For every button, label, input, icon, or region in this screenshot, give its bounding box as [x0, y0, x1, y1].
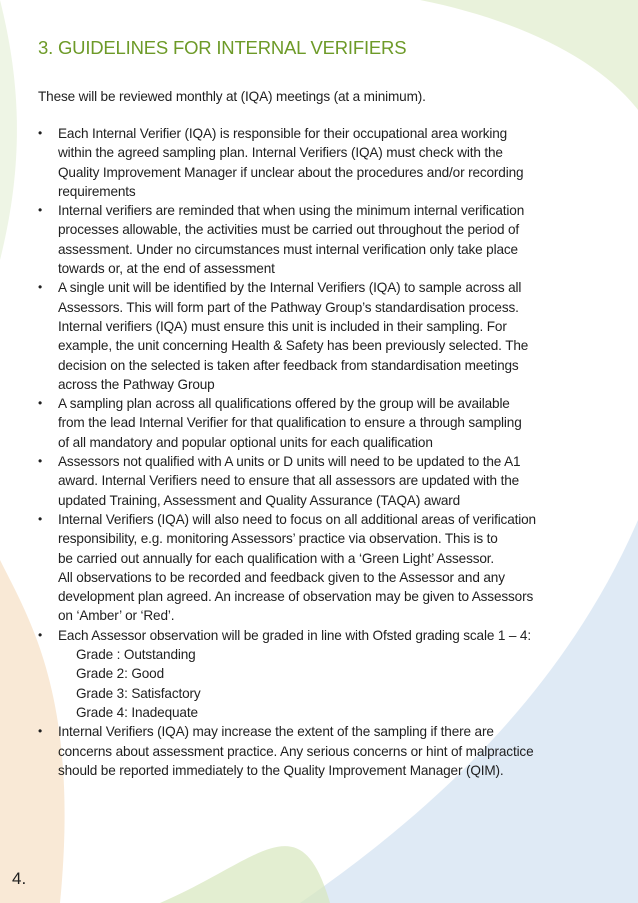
bullet-marker: •: [38, 203, 43, 218]
guideline-text-line: processes allowable, the activities must be carried out throughout the period of: [58, 222, 520, 238]
grade-item: Grade 2: Good: [76, 666, 164, 682]
guideline-item: [38, 201, 618, 278]
guideline-text-line: A single unit will be identified by the Internal Verifiers (IQA) to sample across all: [58, 280, 522, 296]
bullet-marker: •: [38, 280, 43, 295]
guideline-text-line: example, the unit concerning Health & Safety has been previously selected. The: [58, 338, 529, 354]
guideline-item: [38, 722, 618, 780]
guideline-text-line: Assessors not qualified with A units or D units will need to be updated to the A1: [58, 454, 521, 470]
guideline-text-line: Internal Verifiers (IQA) may increase the extent of the sampling if there are: [58, 724, 494, 740]
guideline-text-line: on ‘Amber’ or ‘Red’.: [58, 608, 175, 624]
guideline-text-line: Internal verifiers (IQA) must ensure this unit is included in their sampling. For: [58, 318, 507, 334]
guideline-text-line: assessment. Under no circumstances must internal verification only take place: [58, 241, 518, 257]
grade-item: Grade : Outstanding: [76, 647, 196, 663]
guideline-text-line: of all mandatory and popular optional units for each qualification: [58, 434, 433, 450]
bullet-marker: •: [38, 511, 43, 526]
guideline-text-line: Internal Verifiers (IQA) will also need to focus on all additional areas of verification: [58, 511, 536, 527]
guideline-text-line: Each Assessor observation will be graded in line with Ofsted grading scale 1 – 4:: [58, 627, 531, 643]
guideline-text-line: development plan agreed. An increase of observation may be given to Assessors: [58, 589, 534, 605]
guideline-text-line: be carried out annually for each qualification with a ‘Green Light’ Assessor.: [58, 550, 495, 566]
guideline-text-line: All observations to be recorded and feedback given to the Assessor and any: [58, 569, 505, 585]
guideline-text-line: requirements: [58, 183, 136, 199]
guideline-text-line: A sampling plan across all qualifications offered by the group will be available: [58, 396, 510, 412]
grade-item: Grade 3: Satisfactory: [76, 685, 201, 701]
grade-item: Grade 4: Inadequate: [76, 704, 198, 720]
guideline-text-line: Each Internal Verifier (IQA) is responsible for their occupational area working: [58, 126, 508, 141]
guideline-text-line: updated Training, Assessment and Quality Assurance (TAQA) award: [58, 492, 461, 508]
section-heading: 3. GUIDELINES FOR INTERNAL VERIFIERS: [38, 37, 407, 58]
guideline-text-line: concerns about assessment practice. Any serious concerns or hint of malpractice: [58, 743, 534, 759]
guideline-text-line: across the Pathway Group: [58, 376, 215, 392]
guideline-text-line: within the agreed sampling plan. Internal Verifiers (IQA) must check with the: [58, 145, 503, 161]
guideline-text-line: award. Internal Verifiers need to ensure that all assessors are updated with the: [58, 473, 520, 489]
guideline-list: [38, 124, 618, 780]
guideline-text-line: decision on the selected is taken after feedback from standardisation meetings: [58, 357, 519, 373]
guideline-text-line: Quality Improvement Manager if unclear about the procedures and/or recording: [58, 164, 524, 180]
guideline-item: [38, 394, 618, 452]
bullet-marker: •: [38, 396, 43, 411]
bullet-marker: •: [38, 126, 43, 140]
guideline-item: [38, 278, 618, 394]
guideline-text-line: responsibility, e.g. monitoring Assessors’ practice via observation. This is to: [58, 531, 498, 547]
intro-text: These will be reviewed monthly at (IQA) meetings (at a minimum).: [38, 89, 426, 104]
bullet-marker: •: [38, 454, 43, 469]
guideline-text-line: Internal verifiers are reminded that when using the minimum internal verification: [58, 203, 525, 219]
bullet-marker: •: [38, 724, 43, 739]
guideline-item: [38, 626, 618, 722]
guideline-item: [38, 124, 618, 201]
guideline-text-line: towards or, at the end of assessment: [58, 261, 275, 277]
guideline-item: [38, 452, 618, 510]
guideline-text-line: from the lead Internal Verifier for that qualification to ensure a through sampling: [58, 415, 522, 431]
guideline-text-line: should be reported immediately to the Quality Improvement Manager (QIM).: [58, 762, 504, 778]
guideline-item: [38, 510, 618, 626]
guideline-text-line: Assessors. This will form part of the Pathway Group’s standardisation process.: [58, 299, 519, 315]
page-number: 4.: [12, 869, 27, 888]
bullet-marker: •: [38, 627, 43, 642]
